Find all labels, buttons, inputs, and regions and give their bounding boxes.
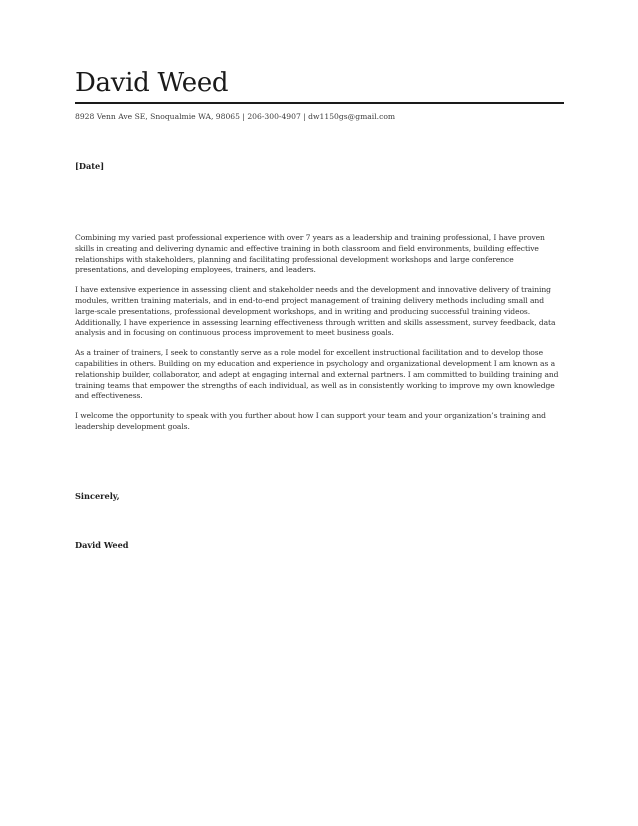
body-paragraph: As a trainer of trainers, I seek to constantly serve as a role model for excellent instructional facilitation and to develop those capabilities in others. Building on my education and experience in psychology and organizational development I am known as a relationship builder, collaborator, and adept at engaging internal and external partners. I am committed to building training and training teams that empower the strengths of each individual, as well as in consistently working to improve my own knowledge and effectiveness.: [75, 348, 559, 401]
contact-info: 8928 Venn Ave SE, Snoqualmie WA, 98065 | 206-300-4907 | dw1150gs@gmail.com: [75, 112, 396, 121]
sender-name: David Weed: [75, 68, 229, 98]
body-paragraph: Combining my varied past professional experience with over 7 years as a leadership and training professional, I have proven skills in creating and delivering dynamic and effective training in both classroom and field environments, building effective relationships with stakeholders, planning and facilitating professional development workshops and large conference presentations, and developing employees, trainers, and leaders.: [75, 233, 545, 275]
header-divider: [75, 102, 564, 104]
closing-salutation: Sincerely,: [75, 491, 120, 501]
letter-body: [75, 233, 564, 442]
signature-name: David Weed: [75, 540, 129, 550]
date-placeholder: [Date]: [75, 161, 105, 171]
body-paragraph: I welcome the opportunity to speak with you further about how I can support your team and your organization’s training and leadership development goals.: [75, 411, 546, 431]
body-paragraph: I have extensive experience in assessing client and stakeholder needs and the development and innovative delivery of training modules, written training materials, and in end-to-end project management of training delivery methods including small and large-scale presentations, professional development workshops, and in writing and producing successful training videos. Additionally, I have experience in assessing learning effectiveness through written and skills assessment, survey feedback, data analysis and in focusing on continuous process improvement to meet business goals.: [75, 285, 556, 338]
